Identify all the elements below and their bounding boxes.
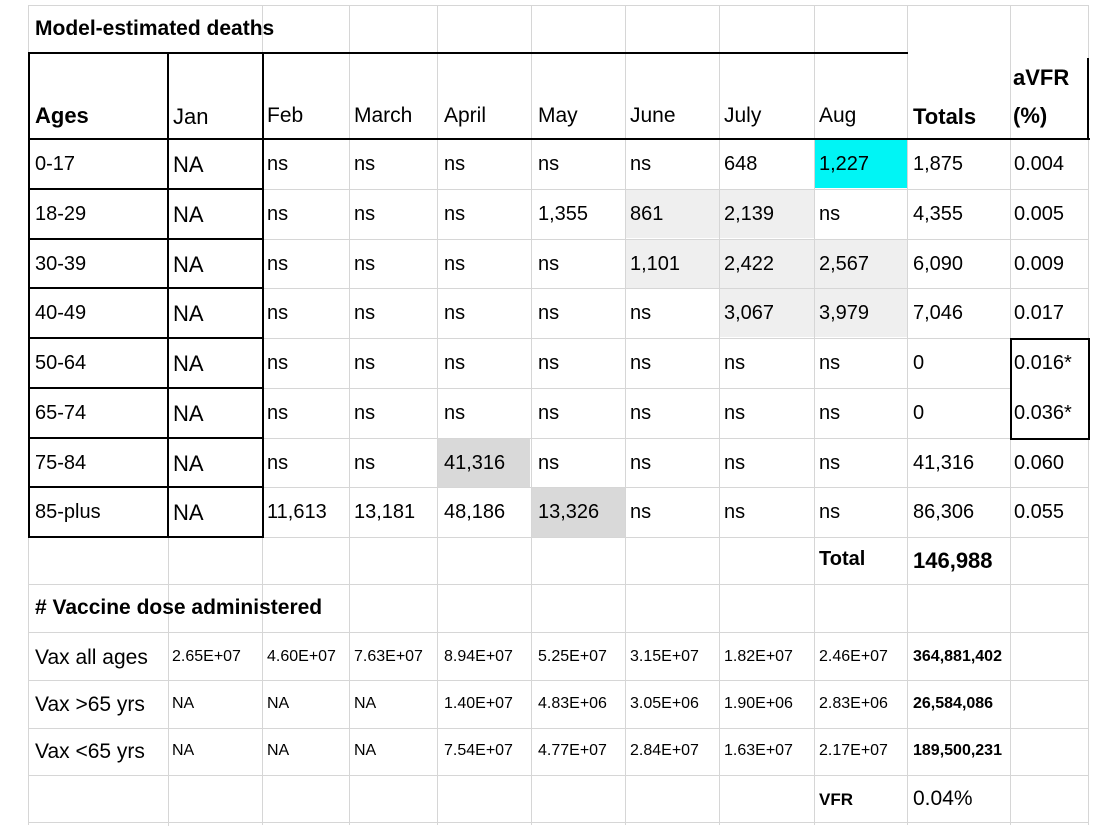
row-total: 86,306 xyxy=(913,501,975,523)
header-month: April xyxy=(444,104,487,127)
row-total: 41,316 xyxy=(913,452,975,474)
header-totals: Totals xyxy=(913,104,977,129)
table-cell: ns xyxy=(354,253,376,275)
table-cell: 48,186 xyxy=(444,501,506,523)
table-cell: NA xyxy=(173,500,204,525)
table-cell: ns xyxy=(267,203,289,225)
table-cell: ns xyxy=(538,302,560,324)
row-total: 0 xyxy=(913,402,925,424)
vfr-value: 0.04% xyxy=(913,787,973,810)
table-cell: ns xyxy=(267,153,289,175)
table-cell: ns xyxy=(819,452,841,474)
vax-cell: 1.63E+07 xyxy=(724,742,793,759)
row-avfr: 0.017 xyxy=(1014,302,1065,324)
vax-cell: 5.25E+07 xyxy=(538,648,607,665)
table-cell: ns xyxy=(819,203,841,225)
table-cell: ns xyxy=(630,402,652,424)
table-cell: ns xyxy=(724,352,746,374)
table-cell: ns xyxy=(444,302,466,324)
table-cell: NA xyxy=(173,301,204,326)
vax-row-total: 26,584,086 xyxy=(913,695,994,712)
vax-cell: 3.05E+06 xyxy=(630,695,699,712)
table-cell: NA xyxy=(173,401,204,426)
row-avfr: 0.005 xyxy=(1014,203,1065,225)
vax-row-label: Vax all ages xyxy=(35,646,148,669)
table-cell: ns xyxy=(444,203,466,225)
table-cell: 13,326 xyxy=(538,501,600,523)
table-cell: 1,227 xyxy=(819,153,870,175)
table-cell: ns xyxy=(354,153,376,175)
age-group-label: 40-49 xyxy=(35,302,87,324)
table-cell: ns xyxy=(538,352,560,374)
table-cell: ns xyxy=(819,352,841,374)
table-cell: ns xyxy=(724,501,746,523)
vax-cell: 1.40E+07 xyxy=(444,695,513,712)
header-avfr: aVFR xyxy=(1013,65,1070,90)
grand-total-value: 146,988 xyxy=(913,548,993,573)
table-cell: ns xyxy=(630,501,652,523)
row-avfr: 0.060 xyxy=(1014,452,1065,474)
vax-cell: NA xyxy=(354,695,377,712)
table-title: Model-estimated deaths xyxy=(35,17,275,40)
header-month: Aug xyxy=(819,104,857,127)
row-avfr: 0.004 xyxy=(1014,153,1065,175)
table-cell: ns xyxy=(630,352,652,374)
vax-cell: 8.94E+07 xyxy=(444,648,513,665)
row-avfr: 0.016* xyxy=(1014,352,1072,374)
row-total: 0 xyxy=(913,352,925,374)
table-cell: NA xyxy=(173,202,204,227)
vax-cell: 2.65E+07 xyxy=(172,648,241,665)
age-group-label: 18-29 xyxy=(35,203,87,225)
table-cell: 2,139 xyxy=(724,203,775,225)
vfr-label: VFR xyxy=(819,790,853,809)
table-cell: ns xyxy=(538,402,560,424)
table-cell: 1,355 xyxy=(538,203,589,225)
vax-cell: 2.83E+06 xyxy=(819,695,888,712)
table-cell: 13,181 xyxy=(354,501,416,523)
vaccine-title: # Vaccine dose administered xyxy=(35,596,323,619)
age-group-label: 85-plus xyxy=(35,501,101,523)
table-cell: ns xyxy=(538,452,560,474)
table-cell: ns xyxy=(724,402,746,424)
table-cell: 11,613 xyxy=(267,501,327,523)
vax-row-label: Vax <65 yrs xyxy=(35,740,145,763)
header-month: June xyxy=(630,104,676,127)
row-total: 1,875 xyxy=(913,153,964,175)
table-cell: ns xyxy=(267,402,289,424)
vax-cell: 3.15E+07 xyxy=(630,648,699,665)
vax-cell: 1.90E+06 xyxy=(724,695,793,712)
table-cell: ns xyxy=(630,153,652,175)
vax-cell: 2.46E+07 xyxy=(819,648,888,665)
vax-cell: 7.54E+07 xyxy=(444,742,513,759)
age-group-label: 0-17 xyxy=(35,153,76,175)
header-month: July xyxy=(724,104,762,127)
table-cell: ns xyxy=(819,402,841,424)
table-cell: ns xyxy=(354,402,376,424)
table-cell: ns xyxy=(267,352,289,374)
table-cell: 41,316 xyxy=(444,452,506,474)
row-avfr: 0.036* xyxy=(1014,402,1072,424)
row-total: 7,046 xyxy=(913,302,964,324)
table-cell: ns xyxy=(538,253,560,275)
table-cell: NA xyxy=(173,152,204,177)
age-group-label: 75-84 xyxy=(35,452,87,474)
table-cell: ns xyxy=(354,302,376,324)
header-avfr-unit: (%) xyxy=(1013,103,1048,128)
age-group-label: 30-39 xyxy=(35,253,87,275)
header-ages: Ages xyxy=(35,103,89,128)
header-month: Jan xyxy=(173,104,209,129)
table-cell: ns xyxy=(267,452,289,474)
table-cell: ns xyxy=(444,153,466,175)
row-avfr: 0.055 xyxy=(1014,501,1065,523)
age-group-label: 65-74 xyxy=(35,402,87,424)
grand-total-label: Total xyxy=(819,548,866,570)
vax-cell: 2.17E+07 xyxy=(819,742,888,759)
vax-cell: NA xyxy=(267,742,290,759)
header-month: March xyxy=(354,104,413,127)
table-cell: ns xyxy=(444,253,466,275)
table-cell: ns xyxy=(819,501,841,523)
header-month: Feb xyxy=(267,104,304,127)
table-cell: 3,979 xyxy=(819,302,870,324)
vax-row-label: Vax >65 yrs xyxy=(35,693,145,716)
vax-cell: NA xyxy=(172,695,195,712)
table-cell: ns xyxy=(354,352,376,374)
vax-cell: 7.63E+07 xyxy=(354,648,423,665)
table-cell: NA xyxy=(173,252,204,277)
table-cell: ns xyxy=(630,452,652,474)
vax-cell: 4.83E+06 xyxy=(538,695,607,712)
age-group-label: 50-64 xyxy=(35,352,87,374)
table-cell: ns xyxy=(538,153,560,175)
row-total: 4,355 xyxy=(913,203,964,225)
vax-cell: NA xyxy=(267,695,290,712)
table-cell: ns xyxy=(444,402,466,424)
table-cell: NA xyxy=(173,451,204,476)
table-cell: 1,101 xyxy=(630,253,681,275)
table-cell: 3,067 xyxy=(724,302,775,324)
header-month: May xyxy=(538,104,578,127)
vax-cell: 4.60E+07 xyxy=(267,648,336,665)
table-cell: ns xyxy=(354,452,376,474)
row-avfr: 0.009 xyxy=(1014,253,1065,275)
table-cell: ns xyxy=(267,253,289,275)
vax-cell: 4.77E+07 xyxy=(538,742,607,759)
table-cell: 2,567 xyxy=(819,253,870,275)
table-cell: 861 xyxy=(630,203,664,225)
vax-row-total: 189,500,231 xyxy=(913,742,1002,759)
vax-cell: 1.82E+07 xyxy=(724,648,793,665)
vax-row-total: 364,881,402 xyxy=(913,648,1002,665)
table-cell: ns xyxy=(354,203,376,225)
vax-cell: NA xyxy=(354,742,377,759)
vax-cell: 2.84E+07 xyxy=(630,742,699,759)
table-cell: NA xyxy=(173,351,204,376)
table-cell: 2,422 xyxy=(724,253,775,275)
table-cell: ns xyxy=(267,302,289,324)
table-cell: ns xyxy=(724,452,746,474)
table-cell: 648 xyxy=(724,153,758,175)
table-cell: ns xyxy=(630,302,652,324)
table-cell: ns xyxy=(444,352,466,374)
vax-cell: NA xyxy=(172,742,195,759)
row-total: 6,090 xyxy=(913,253,964,275)
